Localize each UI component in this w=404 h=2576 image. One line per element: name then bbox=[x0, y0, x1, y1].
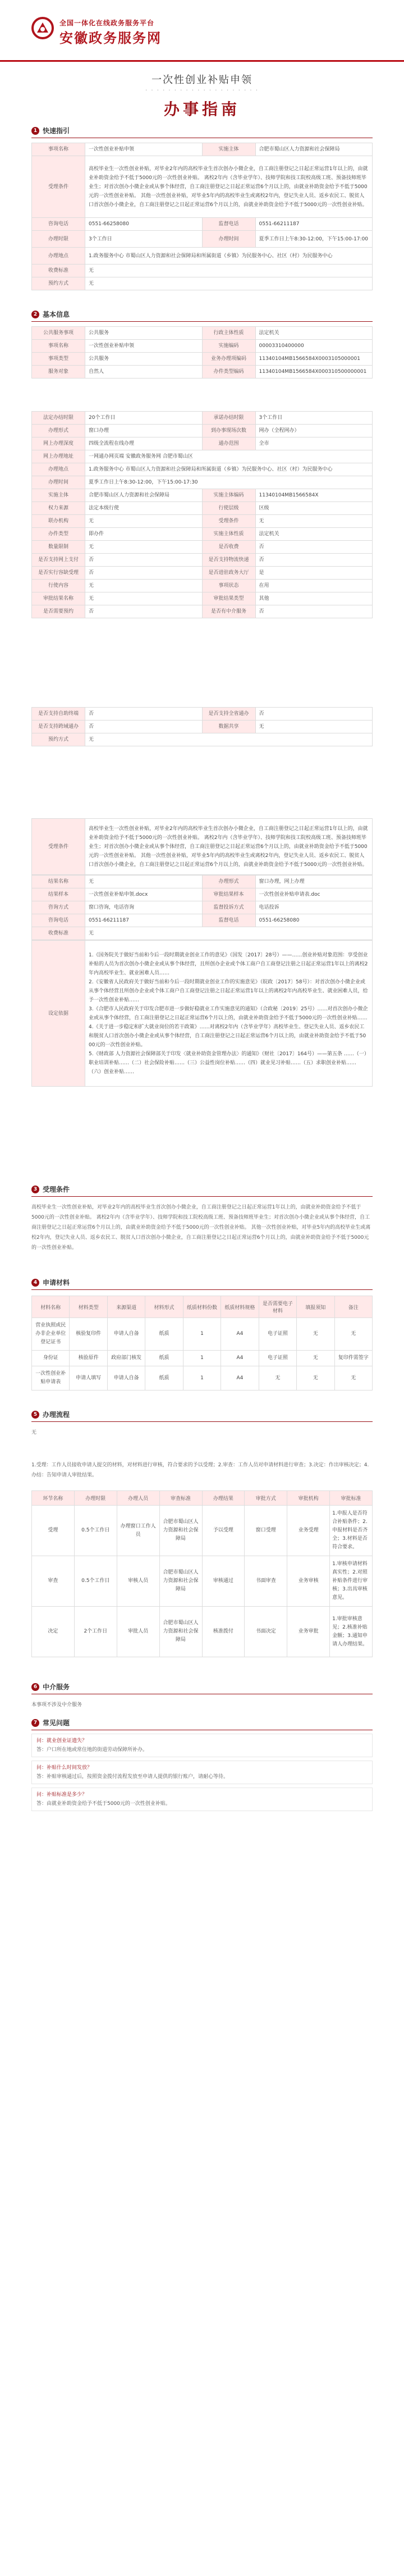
value: 四级全流程在线办理 bbox=[85, 437, 203, 450]
value: 否 bbox=[255, 605, 373, 618]
brand-title: 安徽政务服务网 bbox=[59, 30, 162, 46]
table-row bbox=[32, 327, 373, 340]
table-cell: 申请人自备 bbox=[107, 1318, 145, 1351]
section-title: 常见问题 bbox=[43, 1719, 70, 1727]
section-materials bbox=[31, 1275, 373, 1390]
value: 3个工作日 bbox=[255, 412, 373, 425]
label: 审批结果名称 bbox=[32, 592, 85, 605]
label: 咨询电话 bbox=[32, 218, 85, 231]
label: 行使层级 bbox=[202, 502, 255, 515]
column-header: 审批机构 bbox=[287, 1491, 330, 1506]
table-cell: 核验原件 bbox=[70, 1351, 107, 1366]
table-header-row bbox=[32, 1491, 373, 1506]
table-cell: 合肥市蜀山区人力资源和社会保障局 bbox=[159, 1607, 202, 1657]
faq-answer: 答：补贴审核通过后，按照资金拨付流程发放至申请人提供的银行账户，请耐心等待。 bbox=[36, 1774, 229, 1780]
label: 受理条件 bbox=[202, 515, 255, 528]
value: 0551-66211187 bbox=[255, 218, 373, 231]
value: 无 bbox=[85, 592, 203, 605]
basic-info-table-2 bbox=[31, 411, 373, 618]
table-cell: 无 bbox=[334, 1318, 373, 1351]
label: 是否需要预约 bbox=[32, 605, 85, 618]
table-cell: 核验复印件 bbox=[70, 1318, 107, 1351]
table-cell: 合肥市蜀山区人力资源和社会保障局 bbox=[159, 1556, 202, 1607]
accept-conditions-text: 高校毕业生一次性创业补贴，对毕业2年内的高校毕业生首次创办小微企业，自工商注册登记之日起正常运营1年以上的，由就业补助资金给予不低于5000元的一次性创业补贴。 离校2年内（含毕业学年）、技师学院和技工院校高级工班、预备技师班毕业生；对首次创办小微企业或从事个体经营，自工商注册登记之日起正常运营6个月以上的，由就业补助资金给予不低于5000元的一次性创业补贴。 其他一次性创业补贴，对毕业5年内的高校毕业生或离校2年内，登记失业人员、返乡农民工、脱贫人口首次创办小微企业，自工商注册登记之日起正常运营6个月以上的，由就业补助资金给予不低于5000元的一次性创业补贴。 bbox=[31, 1205, 371, 1251]
label: 办理时间 bbox=[32, 476, 85, 489]
value: 自然人 bbox=[85, 366, 203, 379]
table-cell: 业务受理 bbox=[287, 1506, 330, 1556]
value: 无 bbox=[85, 733, 373, 746]
section-heading bbox=[31, 1680, 373, 1694]
value: 合肥市蜀山区人力资源和社会保障局 bbox=[255, 143, 373, 156]
label: 收费标准 bbox=[32, 927, 85, 940]
table-cell: 申请人自备 bbox=[107, 1366, 145, 1390]
value: 全市 bbox=[255, 437, 373, 450]
label: 办理地点 bbox=[32, 463, 85, 476]
table-cell: 营业执照或民办非企业单位登记证书 bbox=[32, 1318, 70, 1351]
table-cell: A4 bbox=[221, 1366, 259, 1390]
title-divider: · · · · · · · · · · · · · · · · · · · · bbox=[145, 88, 259, 94]
table-cell: 纸质 bbox=[145, 1318, 183, 1351]
value: 网办（全程网办） bbox=[255, 425, 373, 437]
table-row bbox=[32, 567, 373, 580]
value: 0551-66211187 bbox=[85, 914, 203, 927]
value: 无 bbox=[85, 927, 373, 940]
label: 是否支持自助终端 bbox=[32, 708, 85, 721]
column-header: 环节名称 bbox=[32, 1491, 75, 1506]
table-cell: 无 bbox=[297, 1366, 334, 1390]
value: 11340104MB1566584X bbox=[255, 489, 373, 502]
label: 结果样本 bbox=[32, 888, 85, 901]
guide-title-area bbox=[0, 62, 404, 124]
section-title: 中介服务 bbox=[43, 1683, 70, 1691]
table-cell: 电子证照 bbox=[259, 1351, 296, 1366]
section-accept-conditions bbox=[31, 1182, 373, 1259]
table-cell: 无 bbox=[334, 1366, 373, 1390]
service-name: 一次性创业补贴申领 bbox=[152, 74, 252, 86]
value: 3个工作日 bbox=[85, 231, 203, 248]
value: 其他 bbox=[255, 592, 373, 605]
value: 法定机关 bbox=[255, 327, 373, 340]
column-header: 填报须知 bbox=[297, 1296, 334, 1318]
value: 无 bbox=[85, 265, 373, 277]
table-cell: 无 bbox=[259, 1366, 296, 1390]
section-number-icon: 5 bbox=[31, 1411, 39, 1419]
section-heading bbox=[31, 124, 373, 138]
label: 监督电话 bbox=[202, 914, 255, 927]
table-cell: 政府部门核发 bbox=[107, 1351, 145, 1366]
section-heading bbox=[31, 1275, 373, 1290]
column-header: 材料形式 bbox=[145, 1296, 183, 1318]
column-header: 材料类型 bbox=[70, 1296, 107, 1318]
column-header: 是否需要电子材料 bbox=[259, 1296, 296, 1318]
column-header: 办理时限 bbox=[74, 1491, 117, 1506]
table-row bbox=[32, 489, 373, 502]
brand-subtitle: 全国一体化在线政务服务平台 bbox=[59, 19, 155, 27]
basic-info-cond-table bbox=[31, 818, 373, 875]
basic-info-table-4 bbox=[31, 875, 373, 940]
value: 1.政务服务中心 市蜀山区人力资源和社会保障局和所属街道（乡镇）为民服务中心、社区（村）为民服务中心 bbox=[85, 463, 373, 476]
label: 办理时间 bbox=[202, 231, 255, 248]
table-row bbox=[32, 450, 373, 463]
value: 无 bbox=[85, 277, 373, 290]
table-cell: 业务审核 bbox=[287, 1556, 330, 1607]
value: 无 bbox=[85, 580, 203, 592]
value: 11340104MB1566584X000310500000001 bbox=[255, 366, 373, 379]
table-row bbox=[32, 340, 373, 353]
value: 夏季工作日上午8:30-12:00，下午15:00-17:30 bbox=[85, 476, 373, 489]
section-faq bbox=[31, 1716, 373, 1811]
value: 一次性创业补贴申领 bbox=[85, 340, 203, 353]
label: 是否有中介服务 bbox=[202, 605, 255, 618]
table-cell: 复印件需签字 bbox=[334, 1351, 373, 1366]
faq-item bbox=[31, 1761, 373, 1784]
label: 办理形式 bbox=[32, 425, 85, 437]
section-quick-guide bbox=[31, 124, 373, 290]
table-cell: 1 bbox=[183, 1351, 221, 1366]
table-cell: 审核人员 bbox=[117, 1556, 159, 1607]
basic-info-table-3 bbox=[31, 707, 373, 746]
label: 服务对象 bbox=[32, 366, 85, 379]
label: 监督电话 bbox=[202, 218, 255, 231]
value: 高校毕业生一次性创业补贴，对毕业2年内的高校毕业生首次创办小微企业，自工商注册登记之日起正常运营1年以上的，由就业补助资金给予不低于5000元的一次性创业补贴。 离校2年内（含毕业学年）、技师学院和技工院校高级工班、预备技师班毕业生；对首次创办小微企业或从事个体经营，自工商注册登记之日起正常运营6个月以上的，由就业补助资金给予不低于5000元的一次性创业补贴。 其他一次性创业补贴，对毕业5年内的高校毕业生或离校2年内，登记失业人员、返乡农民工、脱贫人口首次创办小微企业，自工商注册登记之日起正常运营6个月以上的，由就业补助资金给予不低于5000元的一次性创业补贴。 bbox=[85, 819, 373, 875]
table-cell: 1 bbox=[183, 1318, 221, 1351]
label: 法定办结时限 bbox=[32, 412, 85, 425]
table-row bbox=[32, 1351, 373, 1366]
value: 否 bbox=[255, 708, 373, 721]
value: 一次性创业补贴申请表.doc bbox=[255, 888, 373, 901]
label: 是否实行容缺受理 bbox=[32, 567, 85, 580]
label: 数量限制 bbox=[32, 541, 85, 554]
label: 事项类型 bbox=[32, 353, 85, 366]
label: 到办事现场次数 bbox=[202, 425, 255, 437]
value: 法定本级行使 bbox=[85, 502, 203, 515]
section-basic-info bbox=[31, 307, 373, 1087]
section-number-icon: 6 bbox=[31, 1683, 39, 1691]
table-cell: 身份证 bbox=[32, 1351, 70, 1366]
basic-info-table-1 bbox=[31, 326, 373, 379]
value: 无 bbox=[255, 515, 373, 528]
table-row bbox=[32, 1556, 373, 1607]
value: 即办件 bbox=[85, 528, 203, 541]
table-cell: A4 bbox=[221, 1351, 259, 1366]
column-header: 纸质材料份数 bbox=[183, 1296, 221, 1318]
table-cell: 电子证照 bbox=[259, 1318, 296, 1351]
table-cell: 申请人填写 bbox=[70, 1366, 107, 1390]
value: 1.《国务院关于做好当前和今后一段时期就业创业工作的意见》（国发〔2017〕28号）——……创业补贴对象范围：享受创业补贴的人员为首次创办小微企业或从事个体经营，且所创办企业或个体工商户自工商登记注册之日起正常运营1年以上的离校2年内高校毕业生、就业困难人员…… 2.《安徽省人民政府关于做好当前和今后一段时期就业创业工作的实施意见》（皖政〔2017〕58号）：对首次创办小微企业或从事个体经营且所创办企业或个体工商户自工商登记注册之日起正常运营1年以上的离校2年内高校毕业生、就业困难人员，给予一次性创业补贴…… 3.《合肥市人民政府关于印发合肥市进一步做好稳就业工作实施意见的通知》（合政秘〔2019〕25号）……对首次创办小微企业或从事个体经营，自工商注册登记之日起正常运营6个月以上的，由就业补助资金给予不低于5000元的一次性创业补贴…… 4.《关于进一步稳定和扩大就业岗位的若干政策》……对离校2年内（含毕业学年）高校毕业生、登记失业人员、返乡农民工和脱贫人口首次创办小微企业或从事个体经营，自工商注册登记之日起正常运营6个月以上的，由就业补助资金给予不低于5000元的一次性创业补贴。 5.《财政部 人力资源社会保障部关于印发〈就业补助资金管理办法〉的通知》（财社〔2017〕164号）——第五条 ……（一）职业培训补贴……（二）社会保险补贴……（三）公益性岗位补贴……（四）就业见习补贴……（五）求职创业补贴……（六）创业补贴…… bbox=[85, 941, 373, 1087]
value: 一次性创业补贴申领 bbox=[85, 143, 203, 156]
table-cell: 无 bbox=[297, 1318, 334, 1351]
value: 否 bbox=[85, 567, 203, 580]
value: 窗口办理 bbox=[85, 425, 203, 437]
table-row bbox=[32, 914, 373, 927]
table-cell: 无 bbox=[297, 1351, 334, 1366]
table-cell: 窗口受理 bbox=[245, 1506, 287, 1556]
value: 无 bbox=[85, 541, 203, 554]
table-row bbox=[32, 412, 373, 425]
table-row bbox=[32, 541, 373, 554]
table-cell: 1.审核申请材料真实性；2.对照补贴条件进行审核；3.出具审核意见。 bbox=[330, 1556, 373, 1607]
section-number-icon: 4 bbox=[31, 1279, 39, 1287]
label: 是否支持物流快递 bbox=[202, 554, 255, 567]
label: 预约方式 bbox=[32, 277, 85, 290]
table-row bbox=[32, 366, 373, 379]
faq-list bbox=[31, 1734, 373, 1811]
table-row bbox=[32, 708, 373, 721]
value: 区级 bbox=[255, 502, 373, 515]
table-row bbox=[32, 353, 373, 366]
section-heading bbox=[31, 1182, 373, 1197]
table-row bbox=[32, 888, 373, 901]
value: 是 bbox=[255, 567, 373, 580]
table-cell: 2个工作日 bbox=[74, 1607, 117, 1657]
table-row bbox=[32, 1506, 373, 1556]
table-cell: 1 bbox=[183, 1366, 221, 1390]
label: 设定依据 bbox=[32, 941, 85, 1087]
column-header: 纸质材料规格 bbox=[221, 1296, 259, 1318]
label: 实施主体性质 bbox=[202, 528, 255, 541]
table-cell: 0.5个工作日 bbox=[74, 1506, 117, 1556]
faq-question: 问：补贴标准是多少？ bbox=[36, 1792, 88, 1798]
column-header: 办理人员 bbox=[117, 1491, 159, 1506]
value: 否 bbox=[255, 554, 373, 567]
table-cell: 审查 bbox=[32, 1556, 75, 1607]
value: 夏季工作日上午8:30-12:00，下午15:00-17:00 bbox=[255, 231, 373, 248]
label: 咨询方式 bbox=[32, 901, 85, 914]
value: 11340104MB1566584X0003105000001 bbox=[255, 353, 373, 366]
table-cell: 1.审批审核意见；2.核准补贴金额；3.通知申请人办理结果。 bbox=[330, 1607, 373, 1657]
label: 实施主体 bbox=[32, 489, 85, 502]
table-cell: 予以受理 bbox=[202, 1506, 245, 1556]
faq-item bbox=[31, 1788, 373, 1811]
section-number-icon: 7 bbox=[31, 1719, 39, 1727]
table-cell: 一次性创业补贴申请表 bbox=[32, 1366, 70, 1390]
value: 无 bbox=[85, 515, 203, 528]
section-heading bbox=[31, 1407, 373, 1422]
label: 承诺办结时限 bbox=[202, 412, 255, 425]
label: 事项名称 bbox=[32, 340, 85, 353]
section-process bbox=[31, 1407, 373, 1657]
label: 数据共享 bbox=[202, 721, 255, 733]
faq-question: 问：就业创业证遗失？ bbox=[36, 1738, 88, 1744]
site-logo-icon bbox=[31, 17, 54, 39]
table-row bbox=[32, 876, 373, 888]
table-cell: 书面审查 bbox=[245, 1556, 287, 1607]
materials-table bbox=[31, 1296, 373, 1390]
table-row bbox=[32, 476, 373, 489]
section-number-icon: 1 bbox=[31, 127, 39, 135]
column-header: 备注 bbox=[334, 1296, 373, 1318]
value: 高校毕业生一次性创业补贴，对毕业2年内的高校毕业生首次创办小微企业，自工商注册登记之日起正常运营1年以上的，由就业补助资金给予不低于5000元的一次性创业补贴。 离校2年内（含毕业学年）、技师学院和技工院校高级工班、预备技师班毕业生；对首次创办小微企业或从事个体经营，自工商注册登记之日起正常运营6个月以上的，由就业补助资金给予不低于5000元的一次性创业补贴。 其他一次性创业补贴，对毕业5年内的高校毕业生或离校2年内，登记失业人员、返乡农民工、脱贫人口首次创办小微企业，自工商注册登记之日起正常运营6个月以上的，由就业补助资金给予不低于5000元的一次性创业补贴。 bbox=[85, 156, 373, 218]
column-header: 审查标准 bbox=[159, 1491, 202, 1506]
label: 行使内容 bbox=[32, 580, 85, 592]
label: 是否支持跨域通办 bbox=[32, 721, 85, 733]
site-header bbox=[0, 0, 404, 62]
column-header: 审批标准 bbox=[330, 1491, 373, 1506]
table-row bbox=[32, 592, 373, 605]
table-cell: 纸质 bbox=[145, 1366, 183, 1390]
label: 公共服务事项 bbox=[32, 327, 85, 340]
label: 收费标准 bbox=[32, 265, 85, 277]
section-title: 快速指引 bbox=[43, 127, 70, 135]
table-row bbox=[32, 515, 373, 528]
faq-question: 问：补贴什么时间发放？ bbox=[36, 1765, 93, 1771]
table-cell: 1.申报人是否符合补贴条件；2.申报材料是否齐全；3.材料是否符合要求。 bbox=[330, 1506, 373, 1556]
process-table bbox=[31, 1490, 373, 1657]
label: 办理形式 bbox=[202, 876, 255, 888]
column-header: 材料名称 bbox=[32, 1296, 70, 1318]
label: 是否支持全省通办 bbox=[202, 708, 255, 721]
table-row bbox=[32, 554, 373, 567]
process-note: 无 bbox=[31, 1430, 37, 1435]
label: 受理条件 bbox=[32, 819, 85, 875]
value: 公共服务 bbox=[85, 353, 203, 366]
label: 权力来源 bbox=[32, 502, 85, 515]
table-row bbox=[32, 721, 373, 733]
table-cell: 决定 bbox=[32, 1607, 75, 1657]
table-row bbox=[32, 502, 373, 515]
table-cell: 审核通过 bbox=[202, 1556, 245, 1607]
section-title: 办理流程 bbox=[43, 1411, 70, 1419]
label: 办理地点 bbox=[32, 248, 85, 265]
value: 合肥市蜀山区人力资源和社会保障局 bbox=[85, 489, 203, 502]
value: 1.政务服务中心 市蜀山区人力资源和社会保障局和所属街道（乡镇）为民服务中心、社区（村）为民服务中心 bbox=[85, 248, 373, 265]
value: 00003310400000 bbox=[255, 340, 373, 353]
value: 一网通办网页端 安徽政务服务网 合肥市蜀山区 bbox=[85, 450, 373, 463]
table-cell: 核准拨付 bbox=[202, 1607, 245, 1657]
table-row bbox=[32, 605, 373, 618]
label: 审批结果样本 bbox=[202, 888, 255, 901]
value: 否 bbox=[85, 605, 203, 618]
value: 否 bbox=[255, 541, 373, 554]
label: 办理时限 bbox=[32, 231, 85, 248]
section-number-icon: 3 bbox=[31, 1186, 39, 1193]
section-title: 申请材料 bbox=[43, 1279, 70, 1287]
column-header: 审批方式 bbox=[245, 1491, 287, 1506]
section-agency bbox=[31, 1680, 373, 1716]
value: 0551-66258080 bbox=[85, 218, 203, 231]
table-row bbox=[32, 425, 373, 437]
label: 事项名称 bbox=[32, 143, 85, 156]
label: 实施主体 bbox=[202, 143, 255, 156]
page-title: 办事指南 bbox=[163, 100, 240, 118]
section-number-icon: 2 bbox=[31, 311, 39, 318]
process-summary: 1.受理：工作人员接收申请人提交的材料，对材料进行审核，符合要求的予以受理；2.审查：工作人员对申请材料进行审查；3.决定：作出审核决定；4.办结：告知申请人审批结果。 bbox=[31, 1462, 369, 1478]
label: 办件类型 bbox=[32, 528, 85, 541]
table-row bbox=[32, 528, 373, 541]
table-cell: 纸质 bbox=[145, 1351, 183, 1366]
value: 无 bbox=[85, 876, 203, 888]
label: 监督投诉方式 bbox=[202, 901, 255, 914]
table-cell: 审批人员 bbox=[117, 1607, 159, 1657]
label: 实施主体编码 bbox=[202, 489, 255, 502]
table-header-row bbox=[32, 1296, 373, 1318]
table-row bbox=[32, 1318, 373, 1351]
table-row bbox=[32, 580, 373, 592]
table-row bbox=[32, 733, 373, 746]
value: 公共服务 bbox=[85, 327, 203, 340]
basic-info-basis-table bbox=[31, 940, 373, 1087]
table-row bbox=[32, 1366, 373, 1390]
label: 联办机构 bbox=[32, 515, 85, 528]
label: 是否进驻政务大厅 bbox=[202, 567, 255, 580]
faq-item bbox=[31, 1734, 373, 1757]
label: 行政主体性质 bbox=[202, 327, 255, 340]
value: 窗口咨询，电话咨询 bbox=[85, 901, 203, 914]
value: 电话投诉 bbox=[255, 901, 373, 914]
value: 无 bbox=[255, 721, 373, 733]
label: 受理条件 bbox=[32, 156, 85, 218]
table-cell: 受理 bbox=[32, 1506, 75, 1556]
label: 网上办理深度 bbox=[32, 437, 85, 450]
table-cell: 0.5个工作日 bbox=[74, 1556, 117, 1607]
table-row bbox=[32, 1607, 373, 1657]
label: 结果名称 bbox=[32, 876, 85, 888]
label: 办件类型编码 bbox=[202, 366, 255, 379]
section-title: 基本信息 bbox=[43, 311, 70, 318]
value: 0551-66258080 bbox=[255, 914, 373, 927]
value: 20个工作日 bbox=[85, 412, 203, 425]
table-row bbox=[32, 463, 373, 476]
label: 网上办理地址 bbox=[32, 450, 85, 463]
value: 法定机关 bbox=[255, 528, 373, 541]
table-cell: 书面决定 bbox=[245, 1607, 287, 1657]
table-cell: 办理窗口工作人员 bbox=[117, 1506, 159, 1556]
value: 否 bbox=[85, 554, 203, 567]
label: 预约方式 bbox=[32, 733, 85, 746]
table-cell: A4 bbox=[221, 1318, 259, 1351]
value: 否 bbox=[85, 721, 203, 733]
table-row bbox=[32, 927, 373, 940]
label: 事项状态 bbox=[202, 580, 255, 592]
column-header: 办理结果 bbox=[202, 1491, 245, 1506]
label: 通办范围 bbox=[202, 437, 255, 450]
table-row bbox=[32, 437, 373, 450]
label: 审批结果类型 bbox=[202, 592, 255, 605]
faq-answer: 答：由就业补助资金给予不低于5000元的一次性创业补贴。 bbox=[36, 1801, 171, 1807]
value: 窗口办理，网上办理 bbox=[255, 876, 373, 888]
column-header: 来源渠道 bbox=[107, 1296, 145, 1318]
table-cell: 业务审批 bbox=[287, 1607, 330, 1657]
table-row bbox=[32, 901, 373, 914]
value: 在用 bbox=[255, 580, 373, 592]
value: 否 bbox=[85, 708, 203, 721]
section-heading bbox=[31, 307, 373, 322]
label: 实施编码 bbox=[202, 340, 255, 353]
label: 业务办理项编码 bbox=[202, 353, 255, 366]
quick-guide-table bbox=[31, 143, 373, 290]
agency-text: 本事项不涉及中介服务 bbox=[31, 1702, 82, 1708]
value: 一次性创业补贴申领.docx bbox=[85, 888, 203, 901]
section-heading bbox=[31, 1716, 373, 1730]
table-cell: 合肥市蜀山区人力资源和社会保障局 bbox=[159, 1506, 202, 1556]
label: 咨询电话 bbox=[32, 914, 85, 927]
section-title: 受理条件 bbox=[43, 1186, 70, 1193]
label: 是否支持网上支付 bbox=[32, 554, 85, 567]
faq-answer: 答：户口所在地或常住地的街道劳动保障所补办。 bbox=[36, 1747, 148, 1753]
label: 是否收费 bbox=[202, 541, 255, 554]
